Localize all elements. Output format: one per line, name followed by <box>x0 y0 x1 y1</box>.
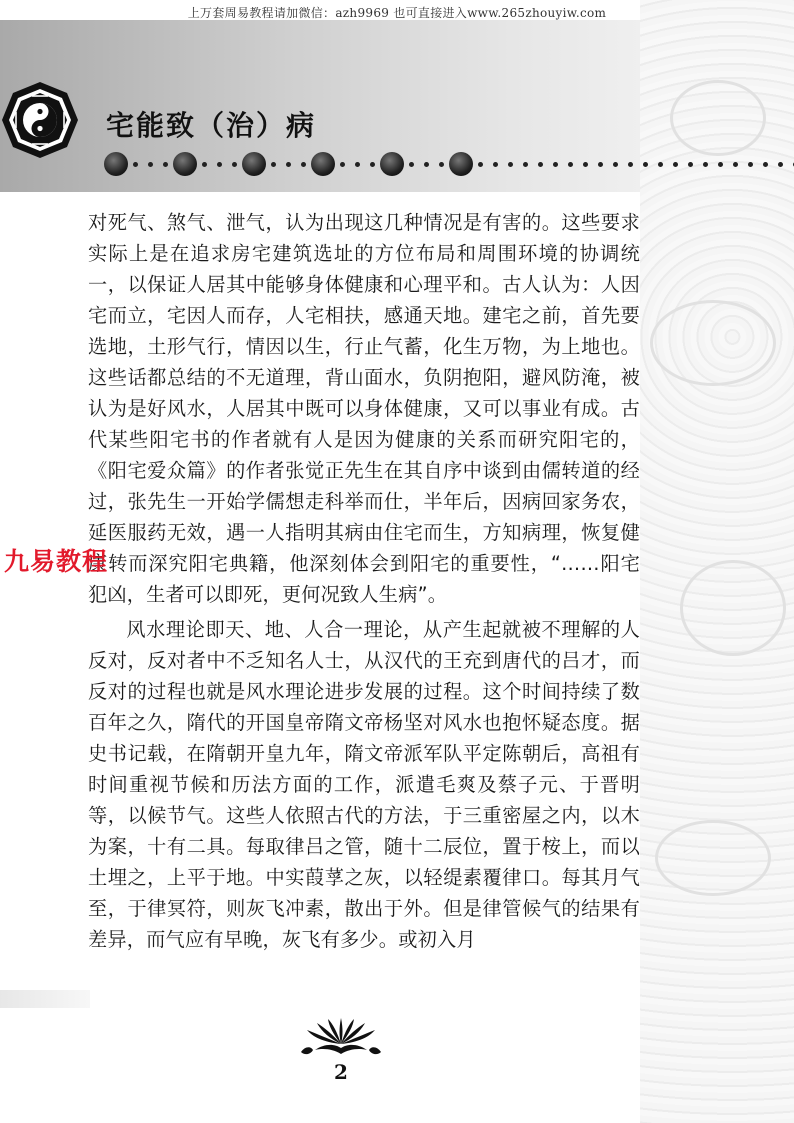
page-number: 2 <box>334 1060 348 1084</box>
palmette-ornament-icon <box>295 1010 387 1060</box>
bagua-yin-yang-icon <box>0 80 80 160</box>
paragraph-2: 风水理论即天、地、人合一理论，从产生起就被不理解的人反对，反对者中不乏知名人士，从汉代的王充到唐代的吕才，而反对的过程也就是风水理论进步发展的过程。这个时间持续了数百年之久，隋代的开国皇帝隋文帝杨坚对风水也抱怀疑态度。据史书记载，在隋朝开皇九年，隋文帝派军队平定陈朝后，高祖有时间重视节候和历法方面的工作，派遣毛爽及蔡子元、于晋明等，以候节气。这些人依照古代的方法，于三重密屋之内，以木为案，十有二具。每取律吕之管，随十二辰位，置于桉上，而以土埋之，上平于地。中实葭莩之灰，以轻缇素覆律口。每其月气至，于律冥符，则灰飞冲素，散出于外。但是律管候气的结果有差异，而气应有早晚，灰飞有多少。或初入月 <box>88 618 640 951</box>
side-texture-decoration <box>640 0 794 1123</box>
watermark: 九易教程 <box>4 547 109 576</box>
title-dot-divider <box>104 150 624 178</box>
page-edge-shadow <box>0 990 90 1008</box>
body-text <box>88 207 640 955</box>
chapter-title: 宅能致（治）病 <box>106 109 317 142</box>
paragraph-1: 对死气、煞气、泄气，认为出现这几种情况是有害的。这些要求实际上是在追求房宅建筑选址的方位布局和周围环境的协调统一，以保证人居其中能够身体健康和心理平和。古人认为：人因宅而立，宅因人而存，人宅相扶，感通天地。建宅之前，首先要选地，土形气行，情因以生，行止气蓄，化生万物，为上地也。这些话都总结的不无道理，背山面水，负阴抱阳，避风防淹，被认为是好风水，人居其中既可以身体健康，又可以事业有成。古代某些阳宅书的作者就有人是因为健康的关系而研究阳宅的，《阳宅爱众篇》的作者张觉正先生在其自序中谈到由儒转道的经过，张先生一开始学儒想走科举而仕，半年后，因病回家务农，延医服药无效，遇一人指明其病由住宅而生，方知病理，恢复健康转而深究阳宅典籍，他深刻体会到阳宅的重要性，“……阳宅犯凶，生者可以即死，更何况致人生病”。 <box>88 211 640 606</box>
header-note: 上万套周易教程请加微信：azh9969 也可直接进入www.265zhouyiw.com <box>187 6 607 20</box>
